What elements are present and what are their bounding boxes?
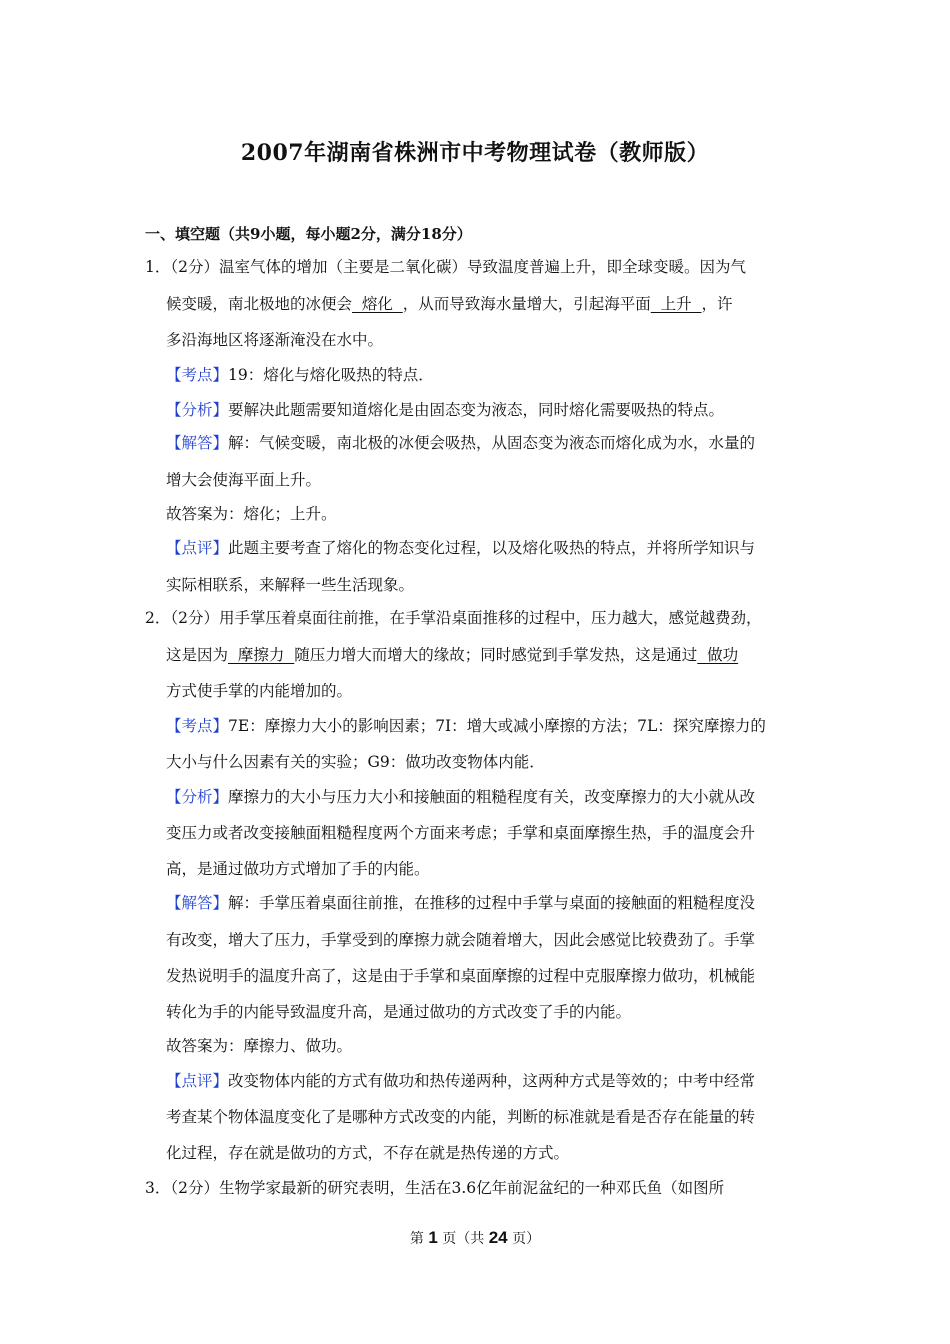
q1-jieda: 【解答】解：气候变暖，南北极的冰便会吸热，从固态变为液态而熔化成为水，水量的 [166,434,756,452]
q1-kaodian: 【考点】19：熔化与熔化吸热的特点． [166,366,434,384]
q1-stem-line3: 多沿海地区将逐渐淹没在水中。 [166,331,384,349]
page-number: 1 [428,1228,438,1247]
jieda-tag: 【解答】 [166,894,229,912]
q2-kaodian: 【考点】7E：摩擦力大小的影响因素；7I：增大或减小摩擦的方法；7L：探究摩擦力的 [166,717,766,735]
q2-jieda-line2: 有改变，增大了压力，手掌受到的摩擦力就会随着增大，因此会感觉比较费劲了。手掌 [166,931,756,949]
q1-jieda-line2: 增大会使海平面上升。 [166,471,322,489]
q3-stem-line1: 3．（2分）生物学家最新的研究表明，生活在3.6亿年前泥盆纪的一种邓氏鱼（如图所 [145,1179,725,1197]
q2-fenxi-line2: 变压力或者改变接触面粗糙程度两个方面来考虑；手掌和桌面摩擦生热，手的温度会升 [166,824,756,842]
q2-stem-line2: 这是因为 摩擦力 随压力增大而增大的缘故；同时感觉到手掌发热，这是通过 做功 [166,646,739,664]
q2-answer: 故答案为：摩擦力、做功。 [166,1037,353,1055]
kaodian-tag: 【考点】 [166,717,229,735]
fenxi-tag: 【分析】 [166,401,229,419]
q2-answer-blank-1: 摩擦力 [228,646,295,664]
q1-answer-blank-2: 上升 [650,295,702,313]
kaodian-tag: 【考点】 [166,366,229,384]
q2-jieda-line4: 转化为手的内能导致温度升高，是通过做功的方式改变了手的内能。 [166,1003,632,1021]
q1-answer-blank-1: 熔化 [352,295,403,313]
q2-answer-blank-2: 做功 [697,646,739,664]
q1-answer: 故答案为：熔化；上升。 [166,505,337,523]
dianping-tag: 【点评】 [166,539,229,557]
q2-dianping-line3: 化过程，存在就是做功的方式，不存在就是热传递的方式。 [166,1144,570,1162]
q2-stem-line3: 方式使手掌的内能增加的。 [166,682,353,700]
q2-jieda: 【解答】解：手掌压着桌面往前推，在推移的过程中手掌与桌面的接触面的粗糙程度没 [166,894,756,912]
jieda-tag: 【解答】 [166,434,229,452]
q2-jieda-line3: 发热说明手的温度升高了，这是由于手掌和桌面摩擦的过程中克服摩擦力做功，机械能 [166,967,756,985]
q2-stem-line1: 2．（2分）用手掌压着桌面往前推，在手掌沿桌面推移的过程中，压力越大，感觉越费劲， [145,609,762,627]
q1-stem-line1: 1．（2分）温室气体的增加（主要是二氧化碳）导致温度普遍上升，即全球变暖。因为气 [145,258,746,276]
q1-dianping-line2: 实际相联系，来解释一些生活现象。 [166,576,415,594]
q1-fenxi: 【分析】要解决此题需要知道熔化是由固态变为液态，同时熔化需要吸热的特点。 [166,401,725,419]
q2-fenxi-line3: 高，是通过做功方式增加了手的内能。 [166,860,430,878]
q1-dianping: 【点评】此题主要考查了熔化的物态变化过程，以及熔化吸热的特点，并将所学知识与 [166,539,756,557]
page-title: 2007年湖南省株洲市中考物理试卷（教师版） [240,140,710,166]
page-total: 24 [488,1228,508,1247]
dianping-tag: 【点评】 [166,1072,229,1090]
section-heading: 一、填空题（共9小题，每小题2分，满分18分） [145,225,472,243]
page-footer: 第 1 页（共 24 页） [409,1228,541,1247]
q2-dianping-line2: 考查某个物体温度变化了是哪种方式改变的内能，判断的标准就是看是否存在能量的转 [166,1108,756,1126]
fenxi-tag: 【分析】 [166,788,229,806]
q2-dianping: 【点评】改变物体内能的方式有做功和热传递两种，这两种方式是等效的；中考中经常 [166,1072,756,1090]
q2-fenxi: 【分析】摩擦力的大小与压力大小和接触面的粗糙程度有关，改变摩擦力的大小就从改 [166,788,756,806]
q1-stem-line2: 候变暖，南北极地的冰便会 熔化 ，从而导致海水量增大，引起海平面 上升 ，许 [166,295,733,313]
q2-kaodian-line2: 大小与什么因素有关的实验；G9：做功改变物体内能． [166,753,545,771]
